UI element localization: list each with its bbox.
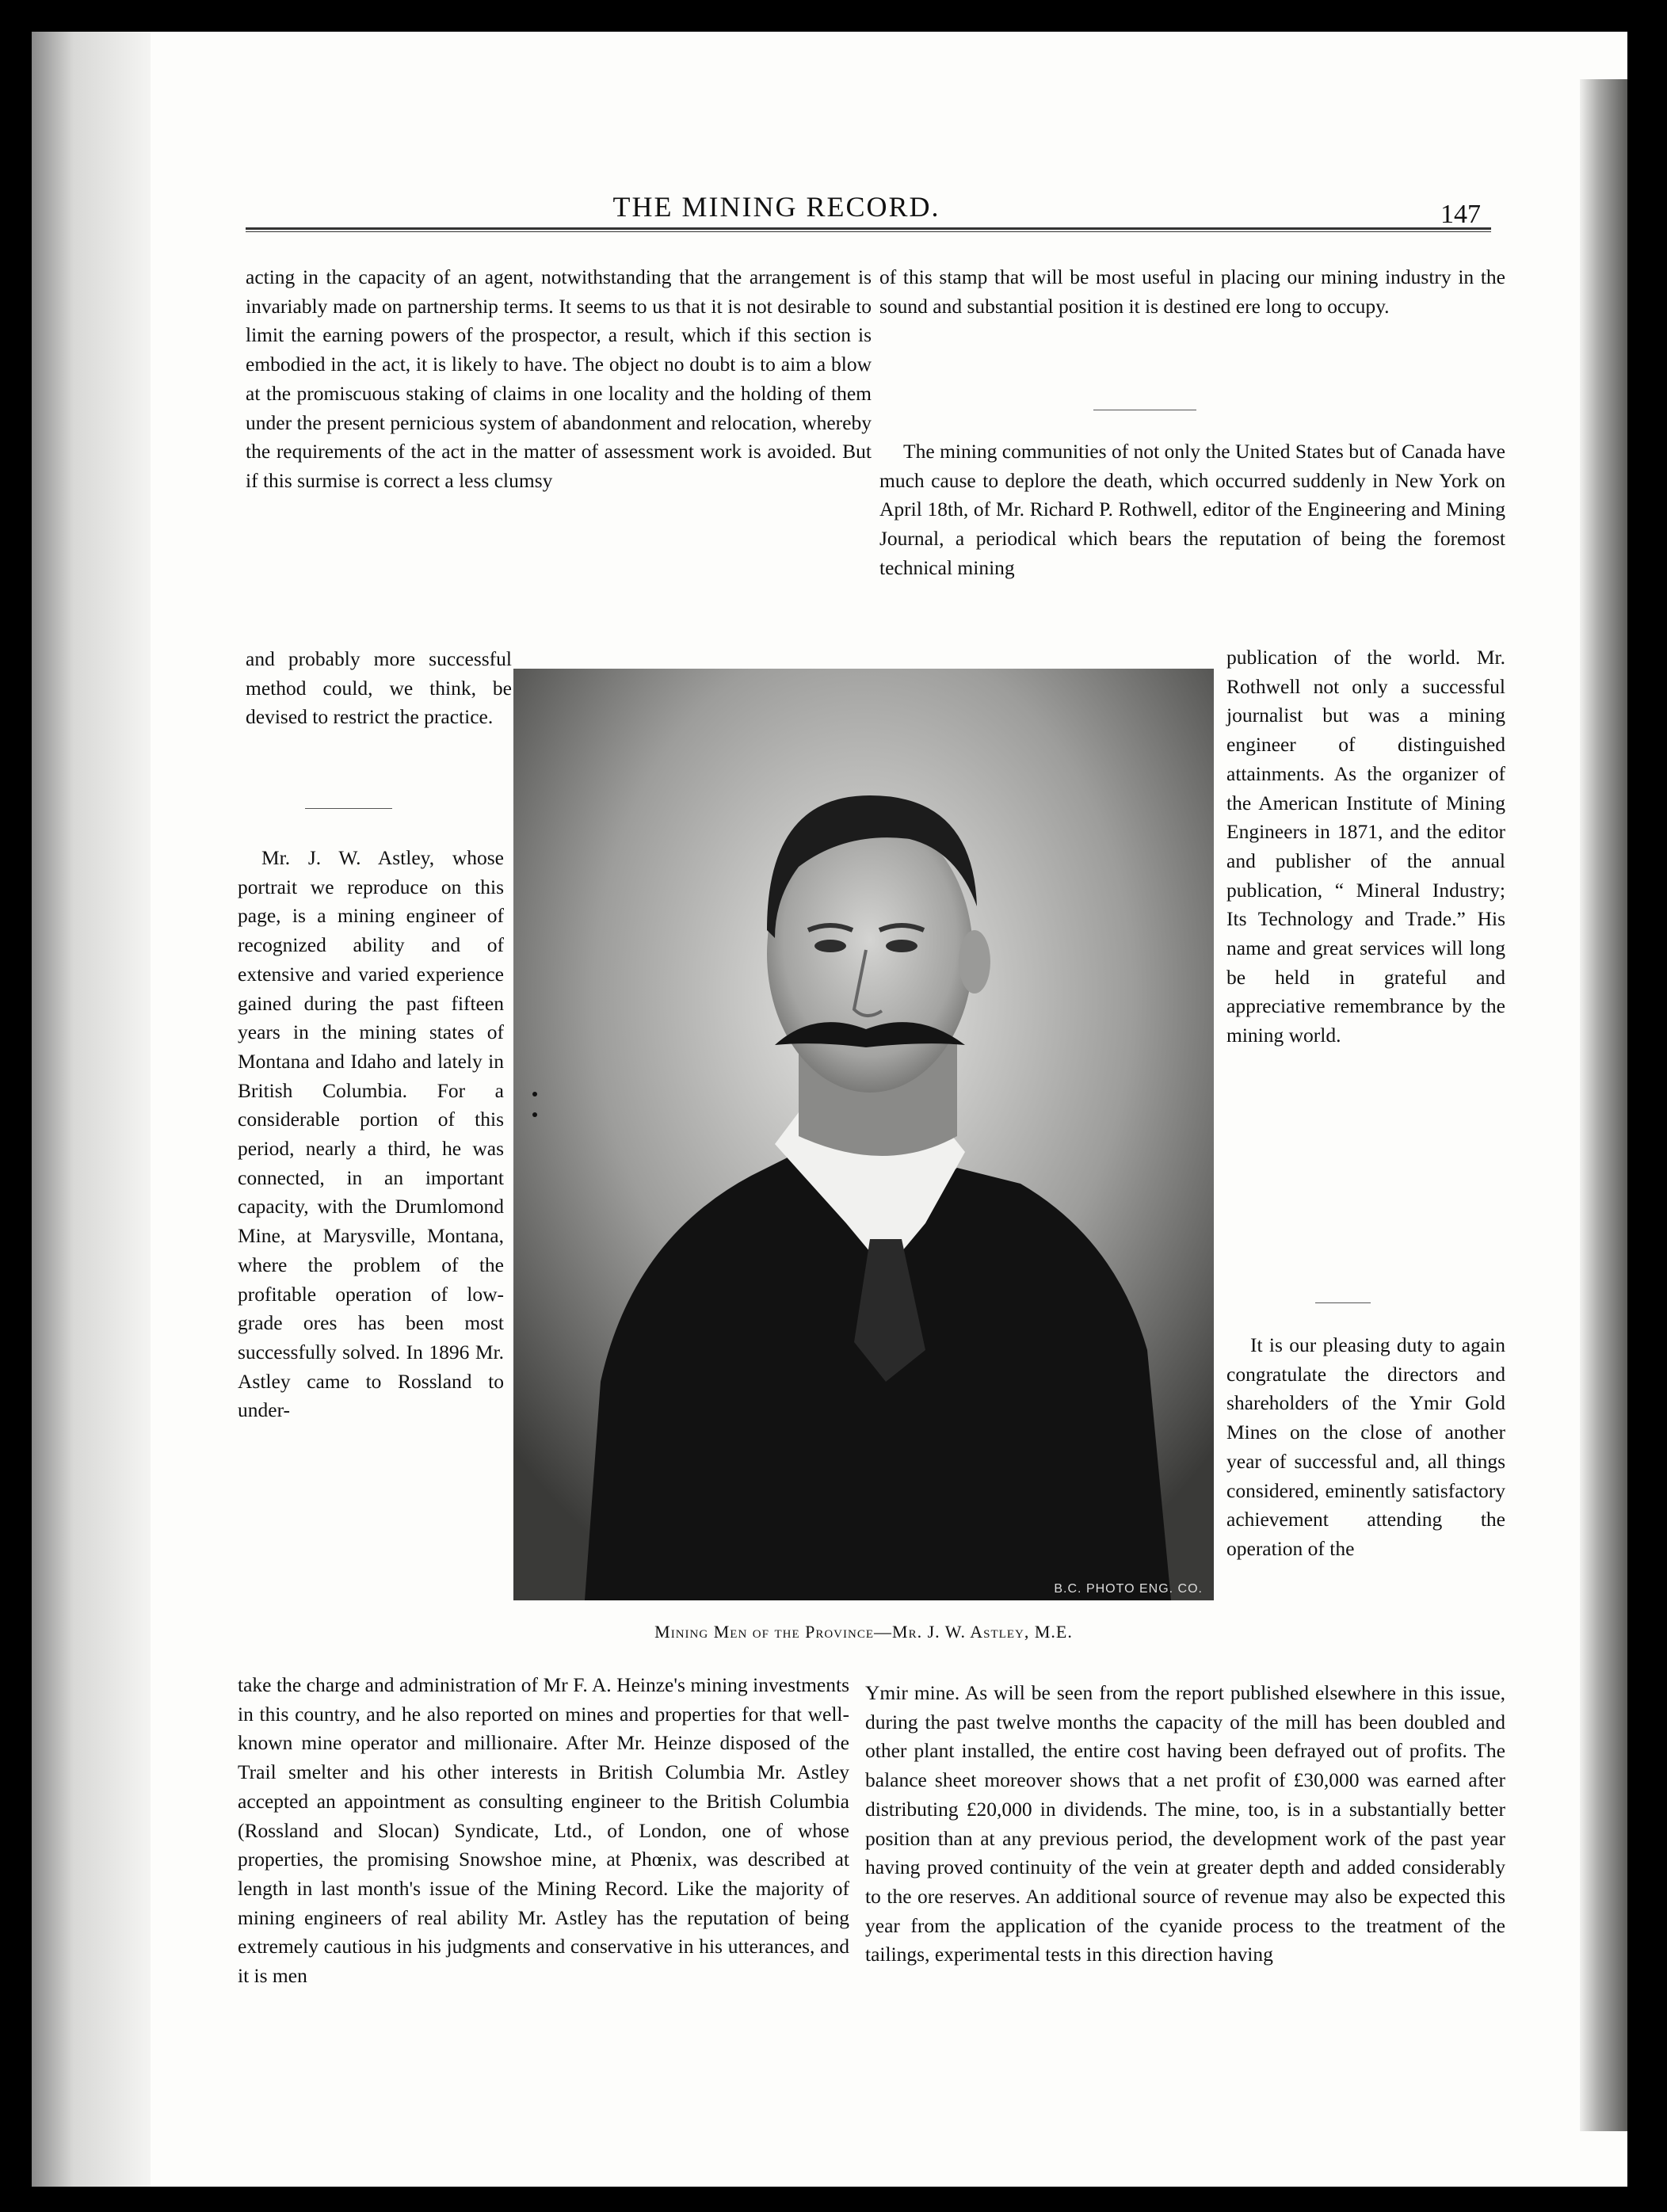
editorial-paragraph-end: and probably more successful method could, we think, be devised to restrict the practice. (246, 647, 512, 729)
right-column-bottom (865, 1679, 1505, 2130)
ymir-column-narrow (1226, 1331, 1505, 1695)
photo-caption: Mining Men of the Province—Mr. J. W. Astley, M.E. (654, 1622, 1073, 1642)
portrait-photograph (513, 669, 1214, 1600)
photo-credit: B.C. PHOTO ENG. CO. (1054, 1582, 1203, 1596)
right-column-top (879, 263, 1505, 398)
rothwell-paragraph: The mining communities of not only the United States but of Canada have much cause to deplore the death, which occurred suddenly in New York on April 18th, of Mr. Richard P. Rothwell, editor of the Engineering and Mining Journal, a periodical which bears the reputation of being the foremost technical mining (879, 440, 1505, 579)
left-column-bottom (238, 1671, 849, 2122)
astley-paragraph-continued: take the charge and administration of Mr F. A. Heinze's mining investments in this country, and he also reported on mines and properties for that well-known mine operator and millionaire. After Mr. Heinze disposed of the Trail smelter and his other interests in British Columbia Mr. Astley accepted an appointment as consulting engineer to the British Columbia (Rossland and Slocan) Syndicate, Ltd., of London, one of whose properties, the promising Snowshoe mine, at Phœnix, was described at length in last month's issue of the Mining Record. Like the majority of mining engineers of real ability Mr. Astley has the reputation of being extremely cautious in his judgments and conservative in his utterances, and it is men (238, 1673, 849, 1988)
speck (532, 1092, 537, 1096)
book-gutter (32, 32, 151, 2187)
magazine-page (32, 32, 1627, 2187)
page-number: 147 (1440, 200, 1481, 229)
rothwell-paragraph-continued: publication of the world. Mr. Rothwell not only a successful journalist but was a mining engineer of distinguished attainments. As the organizer of the American Institute of Mining Engineers in 1871, and the editor and publisher of the annual publication, “ Mineral Industry; Its Technology and Trade.” His name and great services will long be held in grateful and appreciative remembrance by the mining world. (1226, 646, 1505, 1047)
astley-column (238, 844, 504, 1699)
ymir-paragraph-continued: Ymir mine. As will be seen from the report published elsewhere in this issue, during the past twelve months the capacity of the mill has been doubled and other plant installed, the entire cost having been defrayed out of profits. The balance sheet moreover shows that a net profit of £30,000 was earned after distributing £20,000 in dividends. The mine, too, is in a substantially better position than at any previous period, the development work of the past year having proved continuity of the vein at greater depth and added considerably to the ore reserves. An additional source of revenue may also be expected this year from the application of the cyanide process to the treatment of the tailings, experimental tests in this direction having (865, 1681, 1505, 1966)
section-separator (1315, 1302, 1371, 1303)
editorial-paragraph-right: of this stamp that will be most useful in placing our mining industry in the sound and substantial position it is destined ere long to occupy. (879, 265, 1505, 318)
astley-paragraph: Mr. J. W. Astley, whose portrait we reproduce on this page, is a mining engineer of recognized ability and of extensive and varied experience gained during the past fifteen years in the mining states of Montana and Idaho and lately in British Columbia. For a considerable portion of this period, nearly a third, he was connected, in an important capacity, with the Drumlomond Mine, at Marysville, Montana, where the problem of the profitable operation of low-grade ores has been most successfully solved. In 1896 Mr. Astley came to Rossland to under- (238, 846, 504, 1422)
ymir-paragraph: It is our pleasing duty to again congratulate the directors and shareholders of the Ymir Gold Mines on the close of another year of successful and, all things considered, eminently satisfactory achievement attending the operation of the (1226, 1333, 1505, 1560)
rothwell-column-narrow (1226, 643, 1505, 1285)
editorial-paragraph: acting in the capacity of an agent, notwithstanding that the arrangement is invariably made on partnership terms. It seems to us that it is not desirable to limit the earning powers of the prospector, a result, which if this section is embodied in the act, it is likely to have. The object no doubt is to aim a blow at the promiscuous staking of claims in one locality and the holding of them under the present pernicious system of abandonment and relocation, whereby the requirements of the act in the matter of assessment work is avoided. But if this surmise is correct a less clumsy (246, 265, 872, 492)
header-rule (246, 227, 1491, 232)
section-separator (305, 808, 392, 809)
left-column-narrow-continuation (246, 645, 512, 780)
running-head: THE MINING RECORD. (612, 191, 940, 223)
rothwell-column-top (879, 437, 1505, 640)
speck (532, 1112, 537, 1117)
portrait-figure (513, 669, 1214, 1600)
left-column-top (246, 263, 872, 639)
book-edge (1580, 79, 1627, 2131)
